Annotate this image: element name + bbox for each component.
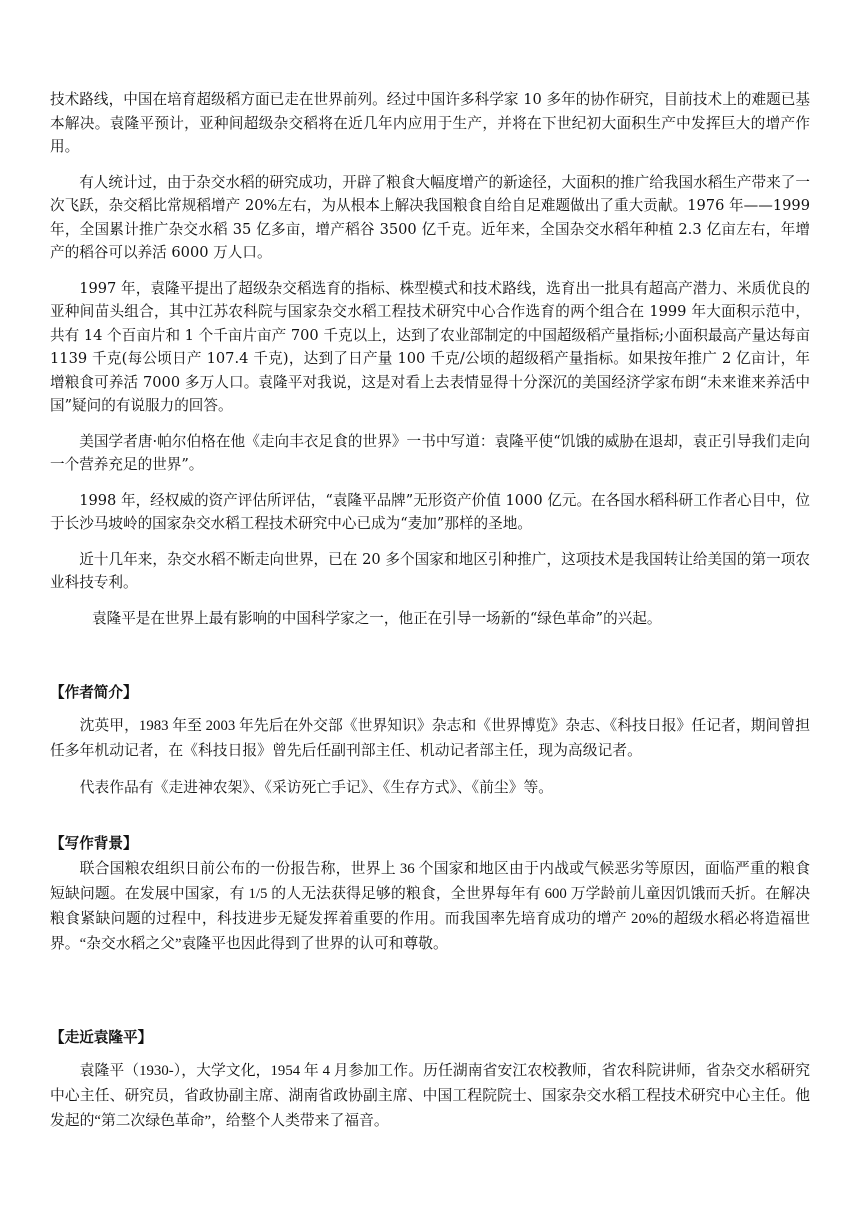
profile-paragraph: 袁隆平（1930-），大学文化，1954 年 4 月参加工作。历任湖南省安江农校教师，省农科院讲师，省杂交水稻研究中心主任、研究员，省政协副主席、湖南省政协副主席、中国工程院院士、国家杂交水稻工程技术研究中心主任。他发起的“第二次绿色革命”，给整个人类带来了福音。 <box>50 1063 810 1129</box>
profile-section <box>50 1027 810 1134</box>
article-paragraph: 近十几年来，杂交水稻不断走向世界，已在 20 多个国家和地区引种推广，这项技术是我国转让给美国的第一项农业科技专利。 <box>50 550 810 591</box>
article-paragraph: 美国学者唐·帕尔伯格在他《走向丰衣足食的世界》一书中写道：袁隆平使“饥饿的威胁在退却，袁正引导我们走向一个营养充足的世界”。 <box>50 432 810 473</box>
author-paragraph: 沈英甲，1983 年至 2003 年先后在外交部《世界知识》杂志和《世界博览》杂志、《科技日报》任记者，期间曾担任多年机动记者，在《科技日报》曾先后任副刊部主任、机动记者部主任，现为高级记者。 <box>50 718 810 759</box>
closing-paragraph: 袁隆平是在世界上最有影响的中国科学家之一，他正在引导一场新的“绿色革命”的兴起。 <box>92 609 662 627</box>
author-heading: 【作者简介】 <box>50 684 138 701</box>
profile-heading: 【走近袁隆平】 <box>50 1029 153 1046</box>
background-heading: 【写作背景】 <box>50 835 138 852</box>
article-paragraph: 1997 年，袁隆平提出了超级杂交稻选育的指标、株型模式和技术路线，选育出一批具有超高产潜力、米质优良的亚种间苗头组合，其中江苏农科院与国家杂交水稻工程技术研究中心合作选育的两个组合在 1999 年大面积示范中，共有 14 个百亩片和 1 个千亩片亩产 700 千克以上，达到了农业部制定的中国超级稻产量指标;小面积最高产量达每亩 1139 千克(每公顷日产 107.4 千克)，达到了日产量 100 千克/公顷的超级稻产量指标。如果按年推广 2 亿亩计，年增粮食可养活 7000 多万人口。袁隆平对我说，这是对看上去表情显得十分深沉的美国经济学家布朗“未来谁来养活中国”疑问的有说服力的回答。 <box>50 279 810 414</box>
background-section <box>50 833 810 957</box>
article-body <box>50 88 810 630</box>
background-paragraph: 联合国粮农组织日前公布的一份报告称，世界上 36 个国家和地区由于内战或气候恶劣等原因，面临严重的粮食短缺问题。在发展中国家，有 1/5 的人无法获得足够的粮食，全世界每年有 600 万学龄前儿童因饥饿而夭折。在解决粮食紧缺问题的过程中，科技进步无疑发挥着重要的作用。而我国率先培育成功的增产 20%的超级水稻必将造福世界。“杂交水稻之父”袁隆平也因此得到了世界的认可和尊敬。 <box>50 861 810 952</box>
article-paragraph: 技术路线，中国在培育超级稻方面已走在世界前列。经过中国许多科学家 10 多年的协作研究，目前技术上的难题已基本解决。袁隆平预计，亚种间超级杂交稻将在近几年内应用于生产，并将在下世纪初大面积生产中发挥巨大的增产作用。 <box>50 91 810 155</box>
author-section <box>50 682 810 801</box>
article-paragraph: 1998 年，经权威的资产评估所评估，“袁隆平品牌”无形资产价值 1000 亿元。在各国水稻科研工作者心目中，位于长沙马坡岭的国家杂交水稻工程技术研究中心已成为“麦加”那样的圣地。 <box>50 491 810 532</box>
article-paragraph: 有人统计过，由于杂交水稻的研究成功，开辟了粮食大幅度增产的新途径，大面积的推广给我国水稻生产带来了一次飞跃，杂交稻比常规稻增产 20%左右，为从根本上解决我国粮食自给自足难题做出了重大贡献。1976 年——1999 年，全国累计推广杂交水稻 35 亿多亩，增产稻谷 3500 亿千克。近年来，全国杂交水稻年种植 2.3 亿亩左右，年增产的稻谷可以养活 6000 万人口。 <box>50 173 810 261</box>
author-works-paragraph: 代表作品有《走进神农架》、《采访死亡手记》、《生存方式》、《前尘》等。 <box>79 780 554 796</box>
